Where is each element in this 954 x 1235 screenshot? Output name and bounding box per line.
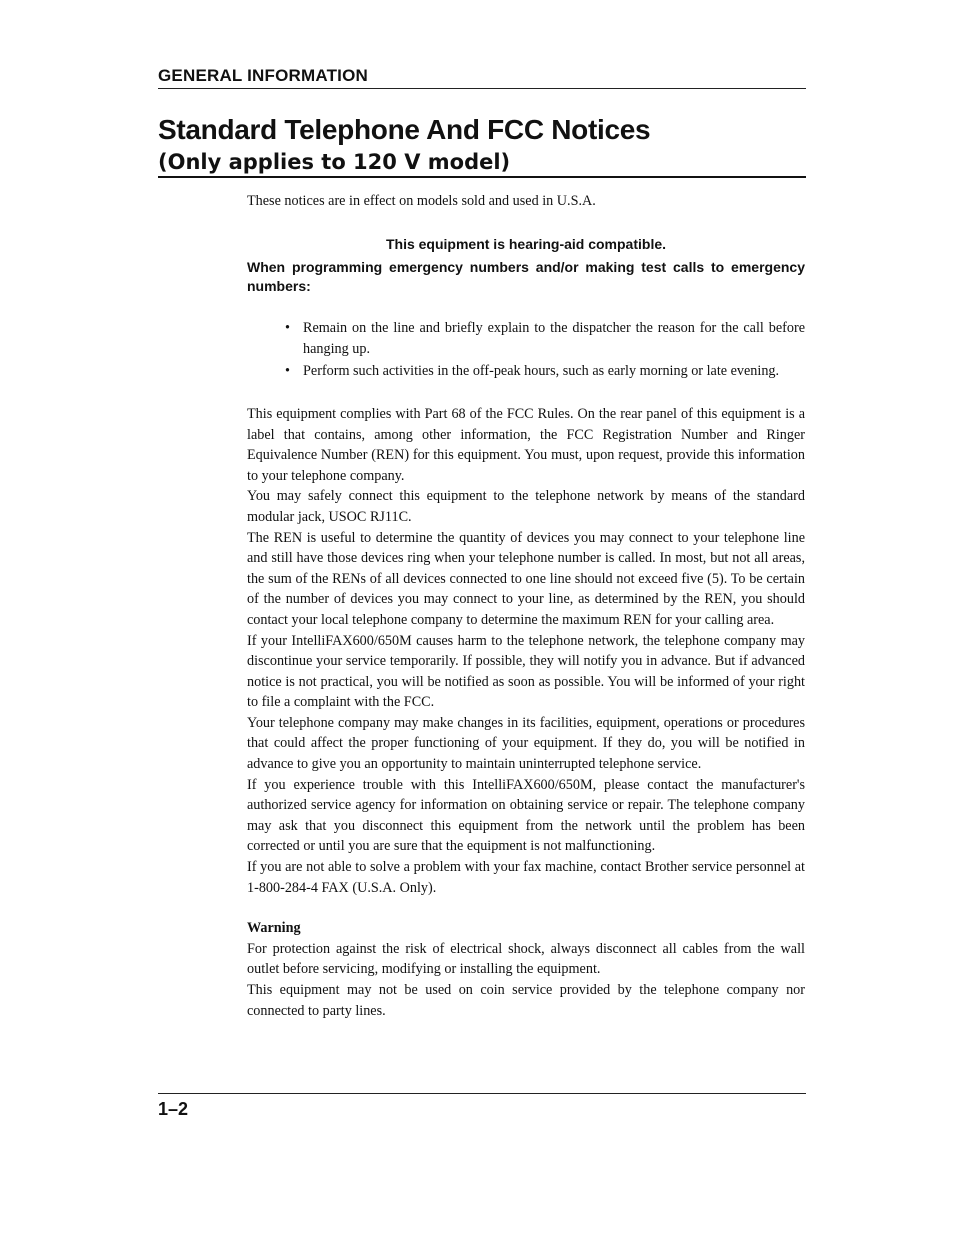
fcc-part68-paragraph: This equipment complies with Part 68 of the FCC Rules. On the rear panel of this equipment is a label that contains, among other information, the FCC Registration Number and Ringer Equivalence Number (REN) for this equipment. You must, upon request, provide this information to your telephone company.	[247, 405, 805, 484]
page-number: 1–2	[158, 1099, 189, 1119]
facility-changes-paragraph: Your telephone company may make changes in its facilities, equipment, operations or procedures that could affect the proper functioning of your equipment. If they do, you will be notified in advance to give you an opportunity to maintain uninterrupted telephone service.	[247, 714, 805, 773]
emergency-heading: When programming emergency numbers and/or making test calls to emergency numbers:	[247, 259, 805, 295]
footer-divider	[158, 1093, 806, 1094]
list-item-text: Perform such activities in the off-peak hours, such as early morning or late evening.	[303, 363, 780, 380]
list-item	[285, 361, 805, 382]
bullet-icon: •	[285, 363, 290, 380]
warning-coin-paragraph: This equipment may not be used on coin service provided by the telephone company nor connected to party lines.	[247, 982, 805, 1019]
section-header: GENERAL INFORMATION	[158, 66, 806, 89]
page-subtitle: (Only applies to 120 V model)	[158, 150, 806, 178]
emergency-bullet-list	[285, 318, 805, 382]
bullet-icon: •	[285, 320, 290, 337]
service-contact-paragraph: If you are not able to solve a problem with your fax machine, contact Brother service personnel at 1-800-284-4 FAX (U.S.A. Only).	[247, 859, 805, 896]
usoc-jack-paragraph: You may safely connect this equipment to the telephone network by means of the standard modular jack, USOC RJ11C.	[247, 488, 805, 525]
page-title: Standard Telephone And FCC Notices	[158, 114, 651, 145]
list-item	[285, 318, 805, 359]
list-item-text: Remain on the line and briefly explain to the dispatcher the reason for the call before hanging up.	[303, 320, 805, 357]
warning-shock-paragraph: For protection against the risk of electrical shock, always disconnect all cables from the wall outlet before servicing, modifying or installing the equipment.	[247, 940, 805, 978]
network-harm-paragraph: If your IntelliFAX600/650M causes harm to the telephone network, the telephone company may discontinue your service temporarily. If possible, they will notify you in advance. But if advanced notice is not practical, you will be notified as soon as possible. You will be informed of your right to file a complaint with the FCC.	[247, 632, 805, 711]
hearing-aid-notice: This equipment is hearing-aid compatible.	[385, 235, 667, 252]
ren-paragraph: The REN is useful to determine the quantity of devices you may connect to your telephone line and still have those devices ring when your telephone number is called. In most, but not all areas, the sum of the RENs of all devices connected to one line should not exceed five (5). To be certain of the number of devices you may connect to your line, as determined by the REN, you should contact your local telephone company to determine the maximum REN for your calling area.	[247, 529, 805, 628]
trouble-paragraph: If you experience trouble with this IntelliFAX600/650M, please contact the manufacturer's authorized service agency for information on obtaining service or repair. The telephone company may ask that you disconnect this equipment from the network until the problem has been corrected or until you are sure that the equipment is not malfunctioning.	[247, 776, 805, 855]
intro-text: These notices are in effect on models sold and used in U.S.A.	[247, 193, 596, 209]
notice-body	[247, 191, 805, 1021]
warning-title: Warning	[247, 920, 301, 937]
